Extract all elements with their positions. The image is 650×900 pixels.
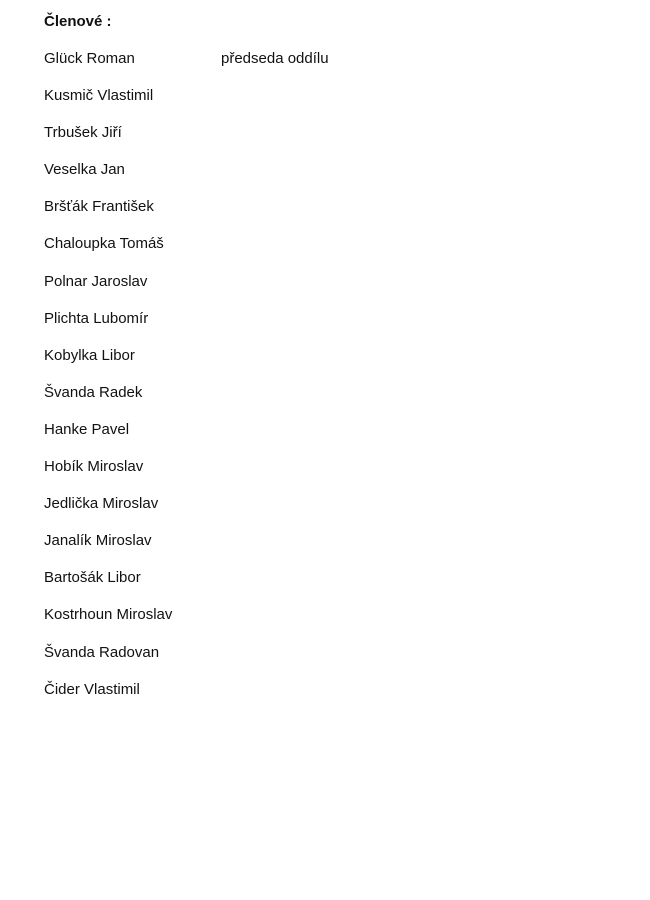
member-list — [44, 49, 329, 717]
member-row — [44, 346, 172, 383]
member-row — [44, 197, 172, 234]
member-row — [44, 123, 172, 160]
member-name: Janalík Miroslav — [44, 532, 152, 550]
member-row — [44, 531, 172, 568]
member-row — [44, 272, 172, 309]
member-name: Glück Roman — [44, 50, 135, 67]
member-name: Hanke Pavel — [44, 420, 130, 438]
member-row — [44, 49, 329, 86]
member-row — [44, 86, 172, 123]
member-row — [44, 234, 172, 271]
member-role: předseda oddílu — [221, 50, 329, 67]
member-name: Kostrhoun Miroslav — [44, 606, 173, 624]
member-name: Čider Vlastimil — [44, 680, 140, 698]
member-row — [44, 457, 172, 494]
page-heading: Členové : — [44, 13, 112, 30]
member-row — [44, 160, 172, 197]
member-row — [44, 309, 172, 346]
member-row — [44, 643, 172, 680]
member-name: Hobík Miroslav — [44, 458, 144, 476]
member-name: Trbušek Jiří — [44, 124, 122, 142]
member-name: Švanda Radovan — [44, 643, 160, 661]
member-name: Kobylka Libor — [44, 346, 135, 364]
member-name: Veselka Jan — [44, 161, 125, 179]
member-name: Bršťák František — [44, 198, 154, 216]
member-row — [44, 605, 172, 642]
member-row — [44, 568, 172, 605]
member-row — [44, 420, 172, 457]
member-row — [44, 680, 172, 717]
member-name: Kusmič Vlastimil — [44, 87, 154, 105]
member-row — [44, 383, 172, 420]
member-name: Chaloupka Tomáš — [44, 235, 164, 253]
member-name: Polnar Jaroslav — [44, 272, 148, 290]
member-name: Jedlička Miroslav — [44, 495, 159, 513]
member-name: Plichta Lubomír — [44, 309, 149, 327]
member-name: Bartošák Libor — [44, 569, 141, 587]
member-row — [44, 494, 172, 531]
member-name: Švanda Radek — [44, 383, 143, 401]
